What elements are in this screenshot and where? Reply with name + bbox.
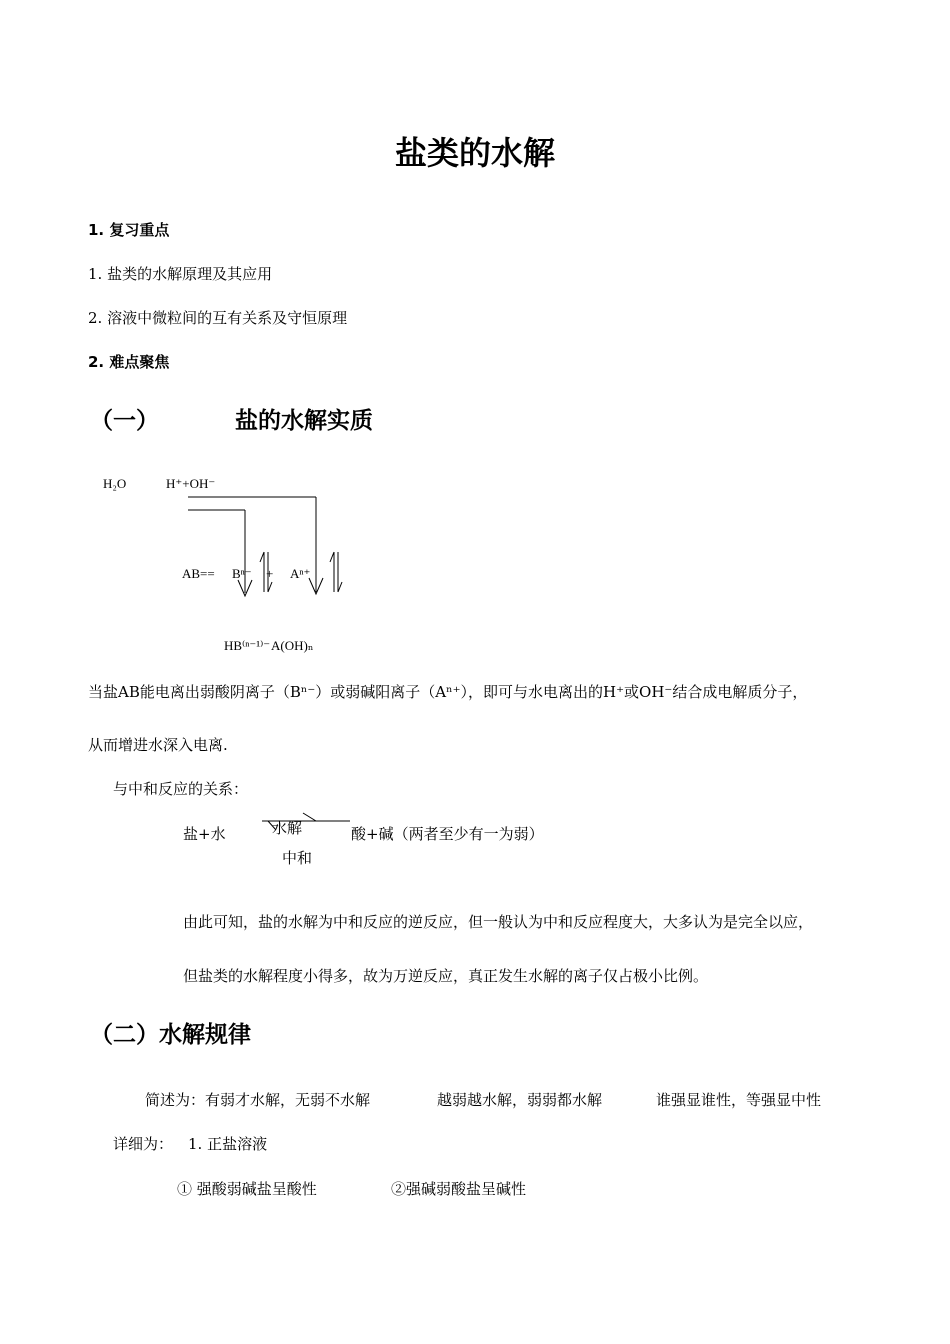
relation-intro: 与中和反应的关系： xyxy=(113,780,249,798)
paragraph-4: 但盐类的水解程度小得多，故为万逆反应，真正发生水解的离子仅占极小比例。 xyxy=(183,967,709,985)
review-item-1: 1. 盐类的水解原理及其应用 xyxy=(88,265,273,283)
detail-item: 1. 正盐溶液 xyxy=(188,1135,268,1153)
review-item-2: 2. 溶液中微粒间的互有关系及守恒原理 xyxy=(88,309,348,327)
diagram-b-ion: Bⁿ⁻ xyxy=(232,566,252,581)
section-2-title: （二）水解规律 xyxy=(90,1022,251,1048)
diagram-ions: H⁺+OH⁻ xyxy=(166,476,216,491)
summary-mid: 越弱越水解，弱弱都水解 xyxy=(437,1091,603,1109)
diagram-a-ion: Aⁿ⁺ xyxy=(290,566,311,581)
section-1-title: 盐的水解实质 xyxy=(235,408,373,434)
summary-end: 谁强显谁性，等强显中性 xyxy=(656,1091,822,1109)
equation-top: 水解 xyxy=(272,819,303,837)
diagram-h2o: H₂O xyxy=(103,476,127,491)
diagram-hb: HB⁽ⁿ⁻¹⁾⁻ xyxy=(224,638,271,653)
review-heading: 1. 复习重点 xyxy=(88,221,170,239)
focus-heading: 2. 难点聚焦 xyxy=(88,353,170,371)
diagram-plus: + xyxy=(266,566,274,581)
detail-sub-2: ②强碱弱酸盐呈碱性 xyxy=(391,1180,527,1198)
paragraph-1: 当盐AB能电离出弱酸阴离子（Bⁿ⁻）或弱碱阳离子（Aⁿ⁺），即可与水电离出的H⁺或OH⁻结合成电解质分子， xyxy=(88,683,808,701)
paragraph-2: 从而增进水深入电离. xyxy=(88,736,228,754)
summary-prefix: 简述为：有弱才水解，无弱不水解 xyxy=(145,1091,371,1109)
section-1-label: （一） xyxy=(90,408,159,434)
diagram-ab: AB== xyxy=(182,566,215,581)
page-title: 盐类的水解 xyxy=(394,134,555,172)
equation-left: 盐+水 xyxy=(183,825,226,843)
equation-bottom: 中和 xyxy=(282,849,313,867)
equation-right: 酸+碱（两者至少有一为弱） xyxy=(351,825,544,843)
diagram-aoh: A(OH)ₙ xyxy=(271,638,314,653)
detail-sub-1: ① 强酸弱碱盐呈酸性 xyxy=(177,1180,317,1198)
detail-label: 详细为： xyxy=(113,1135,174,1153)
paragraph-3: 由此可知，盐的水解为中和反应的逆反应，但一般认为中和反应程度大，大多认为是完全以应， xyxy=(183,913,814,931)
